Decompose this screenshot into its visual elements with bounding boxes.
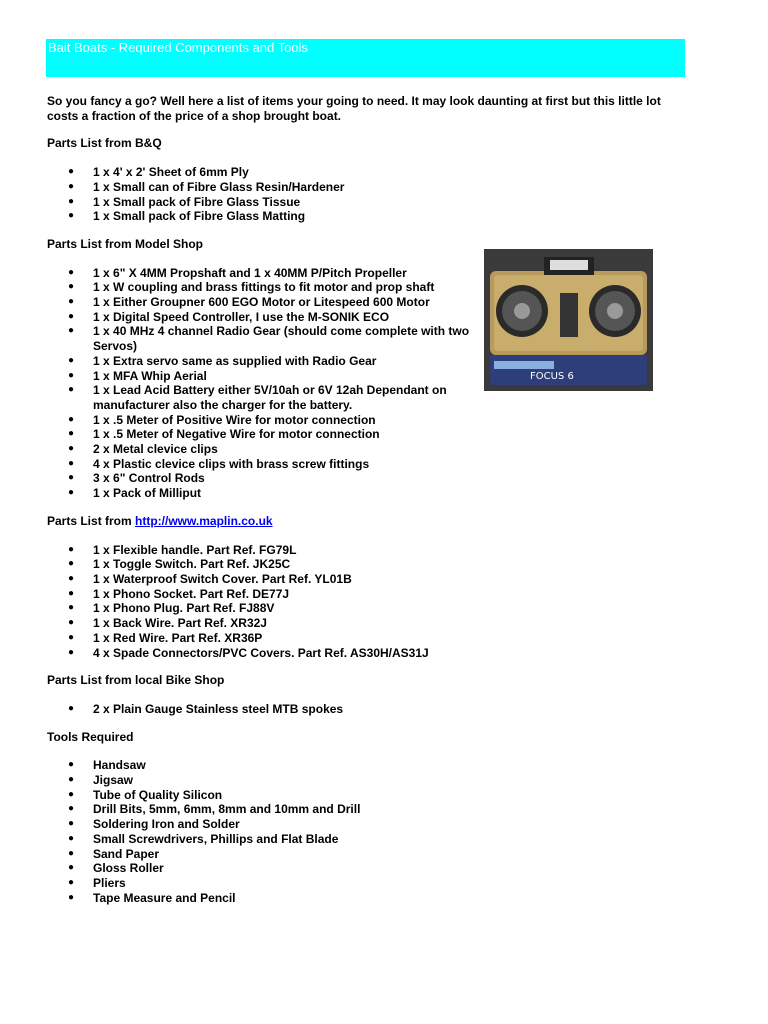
list-item-text: 1 x Small pack of Fibre Glass Matting [93, 209, 306, 224]
list-item-text: Tape Measure and Pencil [93, 890, 236, 905]
list-item [47, 486, 677, 501]
bullet-icon: ● [68, 325, 75, 337]
bullet-icon: ● [68, 210, 75, 222]
list-item-text: 1 x 4' x 2' Sheet of 6mm Ply [93, 165, 249, 180]
list-item-text: 1 x 40 MHz 4 channel Radio Gear (should come complete with two Servos) [93, 324, 470, 354]
bullet-icon: ● [68, 818, 75, 830]
list-item [47, 557, 677, 572]
list-item [47, 758, 677, 773]
bullet-icon: ● [68, 572, 75, 584]
list-item-text: 1 x Phono Plug. Part Ref. FJ88V [93, 601, 275, 616]
bullet-icon: ● [68, 428, 75, 440]
bullet-icon: ● [68, 180, 75, 192]
bullet-icon: ● [68, 759, 75, 771]
list-item-text: 1 x Lead Acid Battery either 5V/10ah or 6V 12ah Dependant on manufacturer also the charger for the battery. [93, 383, 447, 412]
list-item [47, 861, 677, 876]
list-item [47, 817, 677, 832]
list-item [47, 702, 677, 717]
bullet-icon: ● [68, 876, 75, 888]
bullet-icon: ● [68, 296, 75, 308]
list-item-text: Small Screwdrivers, Phillips and Flat Blade [93, 831, 339, 846]
bullet-icon: ● [68, 543, 75, 555]
bullet-icon: ● [68, 587, 75, 599]
bullet-icon: ● [68, 384, 75, 396]
list-item [47, 587, 677, 602]
list-bike-shop [47, 702, 677, 717]
list-item [47, 616, 677, 631]
list-item-text: Jigsaw [93, 773, 134, 788]
bullet-icon: ● [68, 774, 75, 786]
list-item-text: 4 x Plastic clevice clips with brass screw fittings [93, 456, 370, 471]
list-item-text: 1 x .5 Meter of Positive Wire for motor connection [93, 412, 376, 427]
header-bar [46, 39, 685, 77]
list-item [47, 471, 677, 486]
list-item-text: Sand Paper [93, 846, 160, 861]
list-item [47, 601, 677, 616]
list-item-text: Pliers [93, 875, 126, 890]
photo-brand-label: FOCUS 6 [530, 371, 574, 382]
list-item [47, 891, 677, 906]
list-item-text: 1 x W coupling and brass fittings to fit motor and prop shaft [93, 280, 435, 295]
list-item [47, 631, 677, 646]
list-item-text: 1 x .5 Meter of Negative Wire for motor connection [93, 427, 380, 442]
bullet-icon: ● [68, 195, 75, 207]
bullet-icon: ● [68, 354, 75, 366]
list-item [47, 773, 677, 788]
bullet-icon: ● [68, 472, 75, 484]
heading-bike-shop: Parts List from local Bike Shop [47, 673, 225, 688]
list-item-text: 1 x Small pack of Fibre Glass Tissue [93, 194, 301, 209]
list-item-text: 1 x Phono Socket. Part Ref. DE77J [93, 586, 290, 601]
page-title: Bait Boats - Required Components and Tools [48, 40, 308, 55]
list-item-text: 1 x 6" X 4MM Propshaft and 1 x 40MM P/Pitch Propeller [93, 265, 407, 280]
bullet-icon: ● [68, 266, 75, 278]
bullet-icon: ● [68, 646, 75, 658]
list-item-text: Drill Bits, 5mm, 6mm, 8mm and 10mm and Drill [93, 802, 361, 817]
list-item-text: 1 x Extra servo same as supplied with Radio Gear [93, 353, 377, 368]
list-item-text: 1 x Toggle Switch. Part Ref. JK25C [93, 557, 291, 572]
list-item [47, 165, 677, 180]
heading-maplin-prefix: Parts List from [47, 513, 136, 528]
bullet-icon: ● [68, 602, 75, 614]
bullet-icon: ● [68, 862, 75, 874]
bullet-icon: ● [68, 457, 75, 469]
list-bq [47, 165, 677, 224]
bullet-icon: ● [68, 369, 75, 381]
list-item [47, 442, 677, 457]
list-item-text: 2 x Metal clevice clips [93, 442, 218, 457]
radio-transmitter-photo [484, 249, 653, 391]
list-item [47, 413, 677, 428]
list-item-text: 1 x Back Wire. Part Ref. XR32J [93, 616, 267, 631]
bullet-icon: ● [68, 443, 75, 455]
list-item-text: 1 x Small can of Fibre Glass Resin/Hardener [93, 179, 345, 194]
heading-maplin [47, 514, 677, 529]
list-item [47, 195, 677, 210]
bullet-icon: ● [68, 631, 75, 643]
bullet-icon: ● [68, 558, 75, 570]
intro-paragraph: So you fancy a go? Well here a list of items your going to need. It may look daunting at first but this little lot costs a fraction of the price of a shop brought boat. [47, 94, 661, 123]
list-maplin [47, 543, 677, 661]
list-item [47, 802, 677, 817]
list-item-text: 1 x MFA Whip Aerial [93, 368, 207, 383]
list-item [47, 543, 677, 558]
list-item [47, 832, 677, 847]
bullet-icon: ● [68, 702, 75, 714]
list-item-text: 2 x Plain Gauge Stainless steel MTB spokes [93, 701, 344, 716]
bullet-icon: ● [68, 617, 75, 629]
list-item-text: 1 x Digital Speed Controller, I use the M-SONIK ECO [93, 309, 390, 324]
radio-transmitter-photo-icon [484, 249, 653, 391]
heading-tools: Tools Required [47, 729, 134, 744]
list-item-text: Handsaw [93, 758, 146, 773]
list-item-text: 4 x Spade Connectors/PVC Covers. Part Ref. AS30H/AS31J [93, 645, 429, 660]
bullet-icon: ● [68, 832, 75, 844]
heading-bq: Parts List from B&Q [47, 136, 162, 151]
list-item-text: Tube of Quality Silicon [93, 787, 223, 802]
list-item [47, 209, 677, 224]
list-item [47, 646, 677, 661]
bullet-icon: ● [68, 281, 75, 293]
document-body [47, 94, 677, 918]
bullet-icon: ● [68, 310, 75, 322]
list-item-text: Gloss Roller [93, 861, 164, 876]
bullet-icon: ● [68, 413, 75, 425]
list-item [47, 180, 677, 195]
list-item-text: 1 x Red Wire. Part Ref. XR36P [93, 630, 263, 645]
list-item-text: 1 x Waterproof Switch Cover. Part Ref. YL01B [93, 571, 352, 586]
list-item [47, 876, 677, 891]
heading-model-shop: Parts List from Model Shop [47, 236, 204, 251]
list-item-text: 1 x Either Groupner 600 EGO Motor or Litespeed 600 Motor [93, 295, 430, 310]
bullet-icon: ● [68, 803, 75, 815]
list-item [47, 788, 677, 803]
list-tools [47, 758, 677, 905]
list-item [47, 847, 677, 862]
list-item-text: 1 x Pack of Milliput [93, 486, 202, 501]
maplin-link[interactable]: http://www.maplin.co.uk [135, 513, 273, 528]
list-item [47, 572, 677, 587]
bullet-icon: ● [68, 891, 75, 903]
bullet-icon: ● [68, 487, 75, 499]
list-item-text: 1 x Flexible handle. Part Ref. FG79L [93, 542, 297, 557]
list-item-text: Soldering Iron and Solder [93, 817, 240, 832]
list-item-text: 3 x 6" Control Rods [93, 471, 205, 486]
bullet-icon: ● [68, 166, 75, 178]
bullet-icon: ● [68, 788, 75, 800]
list-item [47, 427, 677, 442]
bullet-icon: ● [68, 847, 75, 859]
list-item [47, 457, 677, 472]
